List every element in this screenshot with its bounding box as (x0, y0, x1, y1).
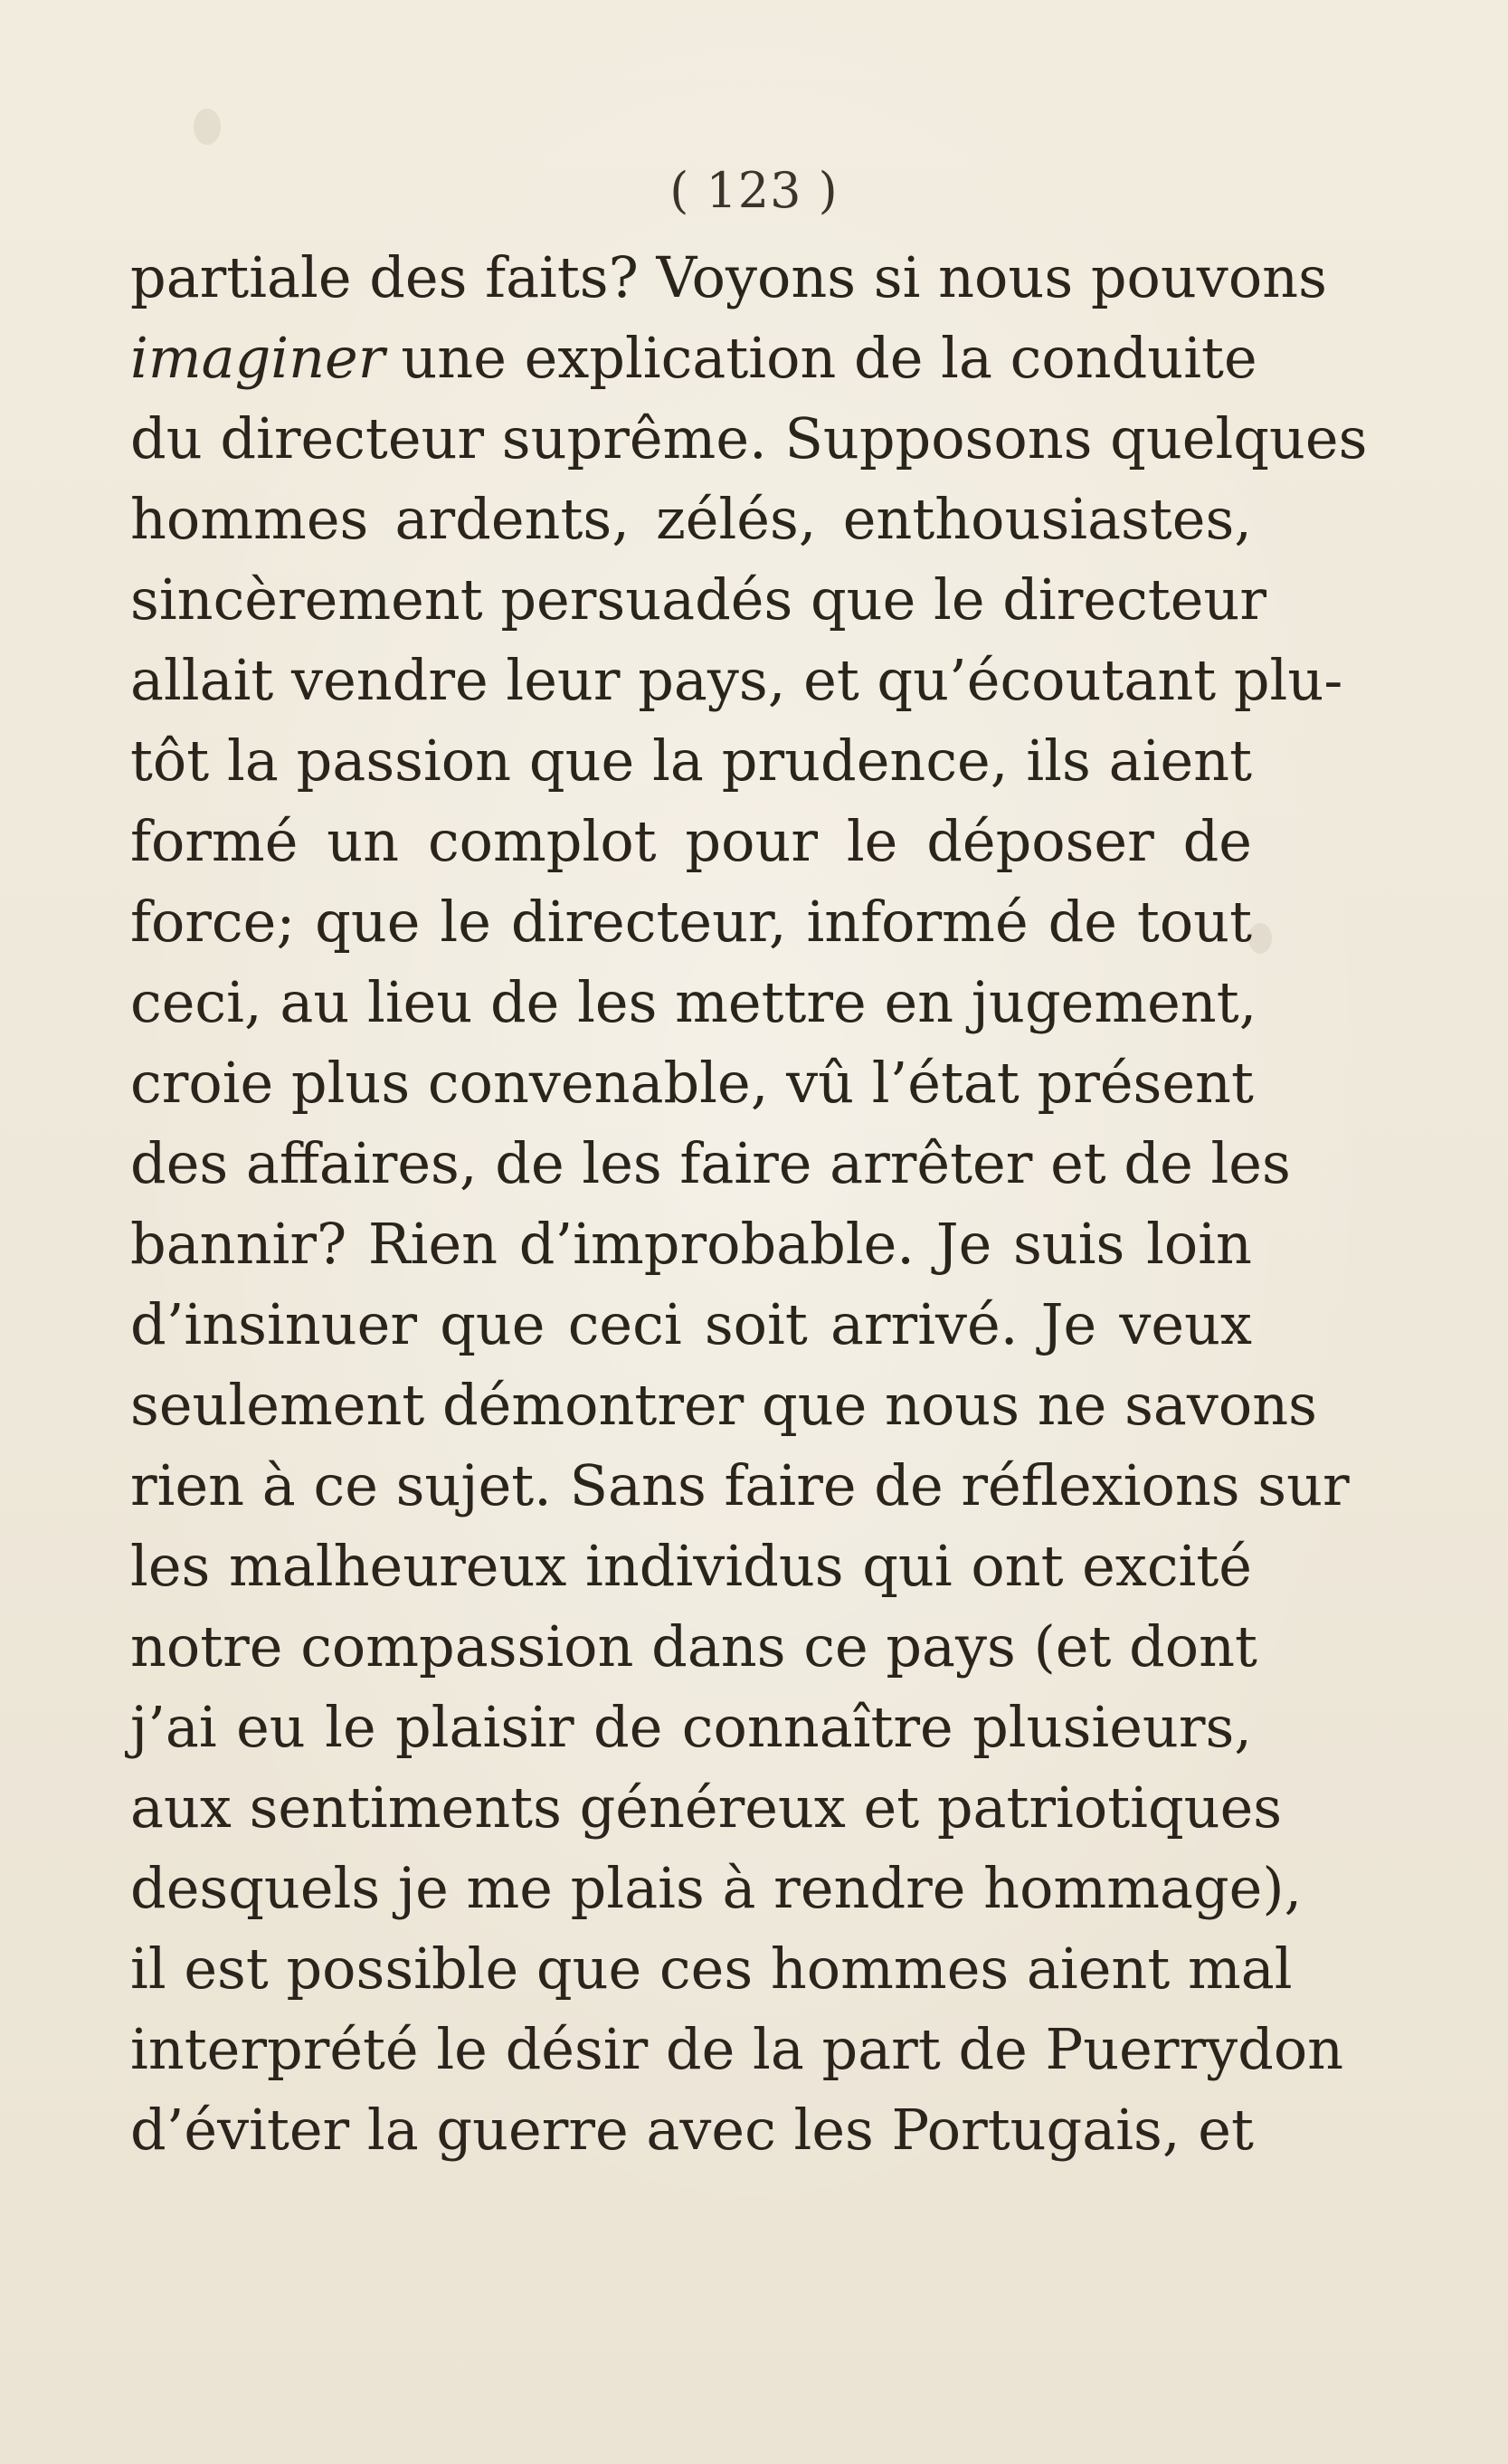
text-line: desquels je me plais à rendre hommage), (130, 1855, 1303, 1921)
text-line: tôt la passion que la prudence, ils aient (130, 728, 1252, 794)
body-text (130, 237, 1368, 2170)
text-line: croie plus convenable, vû l’état présent (130, 1050, 1254, 1116)
text-line: des affaires, de les faire arrêter et de les (130, 1130, 1291, 1196)
text-line: partiale des faits? Voyons si nous pouvons (130, 244, 1327, 310)
text-line: seulement démontrer que nous ne savons (130, 1372, 1317, 1438)
text-line: interprété le désir de la part de Puerrydon (130, 2016, 1344, 2082)
paper-stain (194, 109, 221, 145)
text-line: formé un complot pour le déposer de (130, 808, 1252, 874)
text-line: d’insinuer que ceci soit arrivé. Je veux (130, 1291, 1252, 1357)
text-line: sincèrement persuadés que le directeur (130, 566, 1266, 633)
text-line: ceci, au lieu de les mettre en jugement, (130, 969, 1257, 1035)
text-line-rest: une explication de la conduite (401, 325, 1257, 391)
text-line: rien à ce sujet. Sans faire de réflexions sur (130, 1452, 1350, 1518)
text-line: j’ai eu le plaisir de connaître plusieurs, (130, 1694, 1252, 1760)
text-line: d’éviter la guerre avec les Portugais, et (130, 2097, 1254, 2163)
text-line: force; que le directeur, informé de tout (130, 889, 1252, 955)
text-line: notre compassion dans ce pays (et dont (130, 1613, 1257, 1679)
italic-word: imaginer (130, 325, 385, 391)
page-number: ( 123 ) (669, 162, 839, 219)
text-line: bannir? Rien d’improbable. Je suis loin (130, 1211, 1252, 1277)
text-line: du directeur suprême. Supposons quelques (130, 405, 1368, 471)
text-line: hommes ardents, zélés, enthousiastes, (130, 486, 1252, 552)
text-line: allait vendre leur pays, et qu’écoutant plu- (130, 647, 1343, 713)
text-line: les malheureux individus qui ont excité (130, 1533, 1252, 1599)
text-line: aux sentiments généreux et patriotiques (130, 1774, 1283, 1841)
text-line (130, 318, 1257, 398)
text-line: il est possible que ces hommes aient mal (130, 1936, 1293, 2002)
